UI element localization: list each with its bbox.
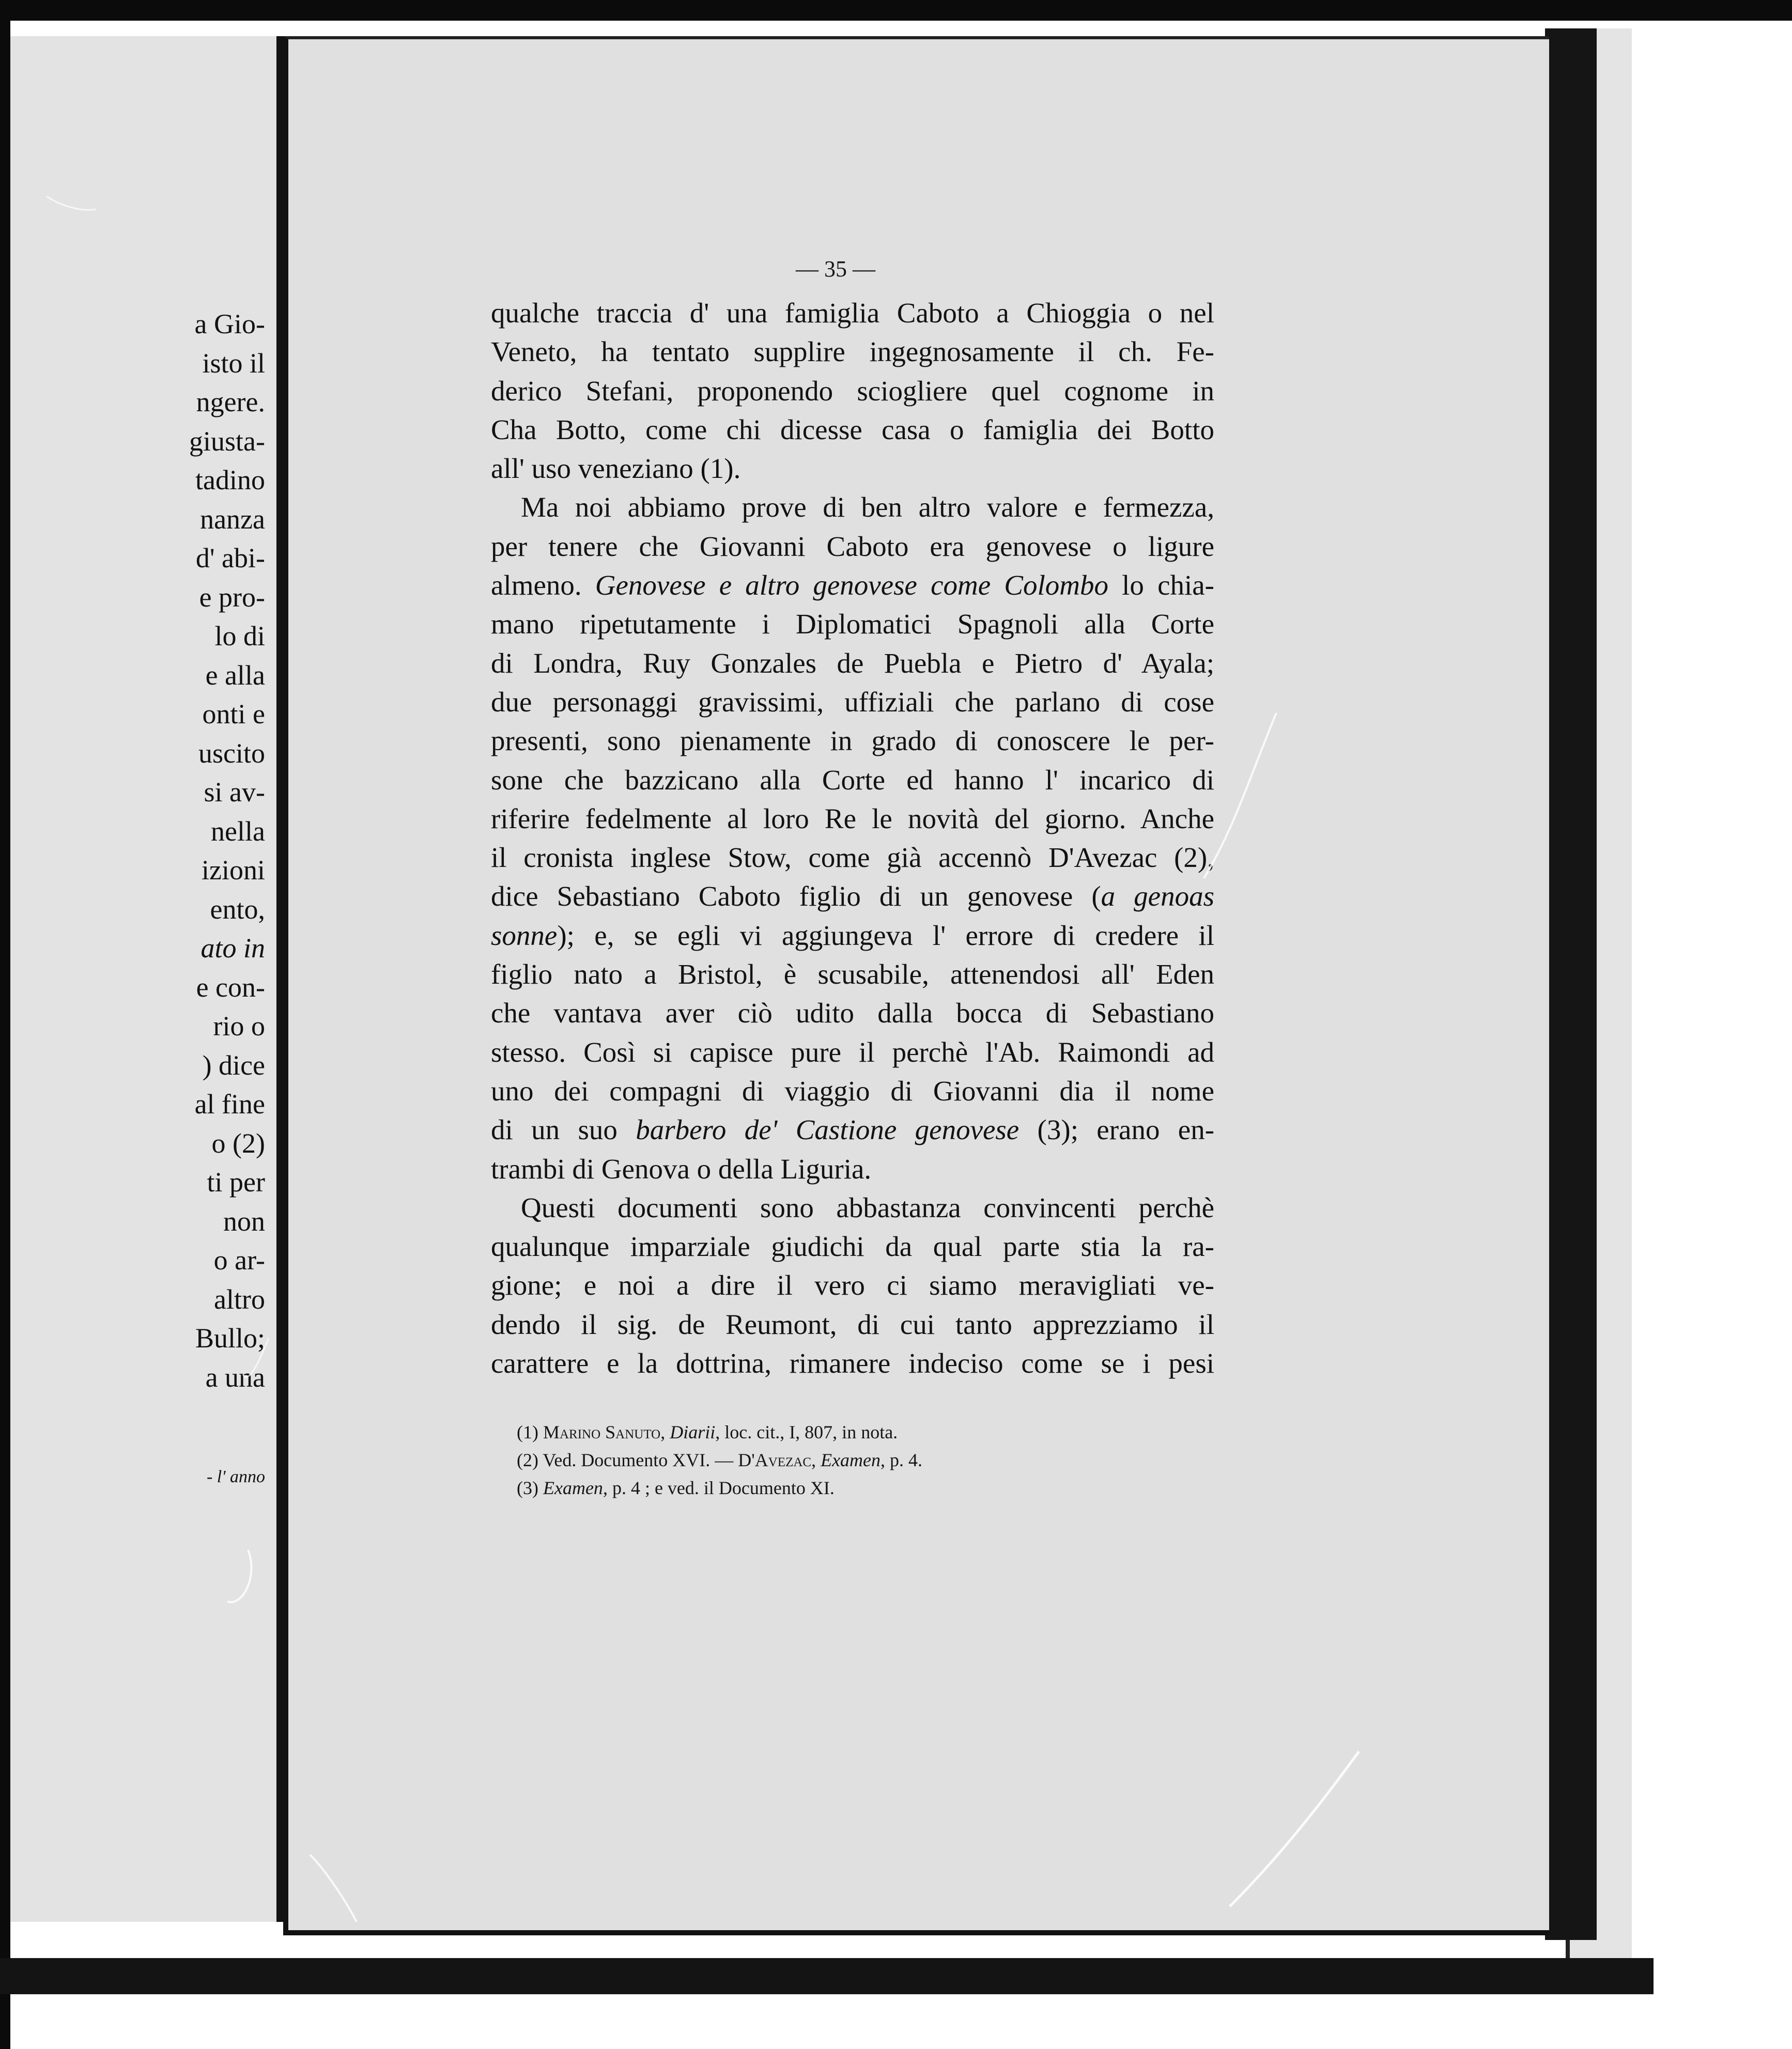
footnote-3 [517,1474,1188,1502]
text-line: per tenere che Giovanni Caboto era genovese o ligure [491,530,1214,562]
text-line: Veneto, ha tentato supplire ingegnosamente il ch. Fe- [491,336,1214,368]
left-line: ento, [210,893,265,925]
text-line: sone che bazzicano alla Corte ed hanno l' incarico di [491,764,1214,796]
text-line: il cronista inglese Stow, come già accennò D'Avezac (2), [491,842,1214,874]
text-run: , p. 4. [880,1450,923,1470]
left-line: altro [214,1283,265,1315]
scan-frame-top [0,0,1792,21]
left-line: nanza [200,503,265,535]
work-title: Examen [821,1450,881,1470]
left-line: uscito [198,737,265,769]
text-line: Questi documenti sono abbastanza convincenti perchè [521,1191,1214,1223]
cover-edge [1545,28,1597,1940]
text-line [491,566,1214,604]
work-title: Examen [543,1478,603,1498]
left-line: d' abi- [195,542,265,573]
left-line: lo di [214,620,265,651]
left-line: giusta- [189,425,265,457]
text-line: gione; e noi a dire il vero ci siamo meravigliati ve- [491,1269,1214,1301]
left-footnote-fragment: - l' anno [206,1467,265,1486]
footnote-marker: (1) [517,1422,543,1442]
text-run: (2) Ved. Documento XVI. — [517,1450,738,1470]
italic-quote: barbero de' Castione genovese [636,1114,1019,1146]
text-run: , loc. cit., I, 807, in nota. [715,1422,898,1442]
footnotes [517,1418,1188,1502]
left-page [10,36,284,1922]
text-line: stesso. Così si capisce pure il perchè l'Ab. Raimondi ad [491,1036,1214,1068]
left-line: non [223,1205,265,1237]
text-run: ); e, se egli vi aggiungeva l' errore di credere il [557,919,1214,951]
author-name: Marino Sanuto [543,1422,661,1442]
left-line: e alla [205,659,265,691]
text-line: presenti, sono pienamente in grado di conoscere le per- [491,725,1214,757]
text-run: almeno. [491,569,595,601]
left-line: o ar- [213,1245,265,1276]
text-line: uno dei compagni di viaggio di Giovanni dia il nome [491,1075,1214,1107]
left-line: nella [211,815,265,847]
text-line: di Londra, Ruy Gonzales de Puebla e Pietro d' Ayala; [491,647,1214,679]
left-line: ato in [200,933,265,964]
left-line: a Gio- [194,308,265,339]
text-line: all' uso veneziano (1). [491,453,741,485]
left-line: ) dice [202,1049,265,1081]
left-line: ti per [207,1167,265,1198]
text-line: Ma noi abbiamo prove di ben altro valore e fermezza, [521,491,1214,523]
text-line: derico Stefani, proponendo sciogliere quel cognome in [491,375,1214,407]
text-run: di un suo [491,1114,636,1146]
page-number: — 35 — [796,256,875,282]
text-run: , p. 4 ; e ved. il Documento XI. [603,1478,835,1498]
text-line [491,877,1214,915]
text-run: (3); erano en- [1019,1114,1215,1146]
left-page-text [189,305,265,1397]
left-line: isto il [202,347,265,379]
left-line: Bullo; [195,1323,265,1354]
text-line: che vantava aver ciò udito dalla bocca di Sebastiano [491,997,1214,1029]
scan-frame-left [0,0,10,2049]
text-run: lo chia- [1108,569,1215,601]
left-line: rio o [213,1011,265,1042]
left-line: o (2) [211,1127,265,1159]
text-run: dice Sebastiano Caboto figlio di un genovese ( [491,880,1101,912]
left-line: izioni [202,855,265,886]
text-line: dendo il sig. de Reumont, di cui tanto apprezziamo il [491,1308,1214,1340]
italic-quote: a genoas [1101,880,1214,912]
footnote-2 [517,1446,1188,1474]
left-line: onti e [202,698,265,729]
text-line: figlio nato a Bristol, è scusabile, attenendosi all' Eden [491,958,1214,990]
text-line: mano ripetutamente i Diplomatici Spagnoli alla Corte [491,608,1214,640]
text-line: qualche traccia d' una famiglia Caboto a Chioggia o nel [491,297,1214,329]
text-line: Cha Botto, come chi dicesse casa o famiglia dei Botto [491,413,1214,445]
text-line [491,916,1214,955]
italic-quote: Genovese e altro genovese come Colombo [595,569,1108,601]
text-line: riferire fedelmente al loro Re le novità del giorno. Anche [491,802,1214,834]
left-line: e con- [196,971,265,1003]
text-line: due personaggi gravissimi, uffiziali che parlano di cose [491,686,1214,718]
left-line: ngere. [196,386,265,417]
left-line: al fine [194,1089,265,1120]
text-line [491,1110,1214,1149]
text-run: , [660,1422,670,1442]
footnote-1 [517,1418,1188,1446]
work-title: Diarii [670,1422,716,1442]
author-name: D'Avezac [738,1450,812,1470]
scan-frame-bottom [0,1958,1654,1994]
left-line: e pro- [199,581,265,613]
left-line: tadino [195,464,265,495]
left-line: si av- [204,777,265,808]
body-text [491,293,1214,1383]
text-line: qualunque imparziale giudichi da qual parte stia la ra- [491,1231,1214,1263]
text-run: , [811,1450,821,1470]
text-line: carattere e la dottrina, rimanere indeciso come se i pesi [491,1347,1214,1379]
footnote-marker: (3) [517,1478,543,1498]
left-line: a una [205,1361,265,1393]
text-line: trambi di Genova o della Liguria. [491,1153,872,1185]
italic-quote: sonne [491,919,558,951]
